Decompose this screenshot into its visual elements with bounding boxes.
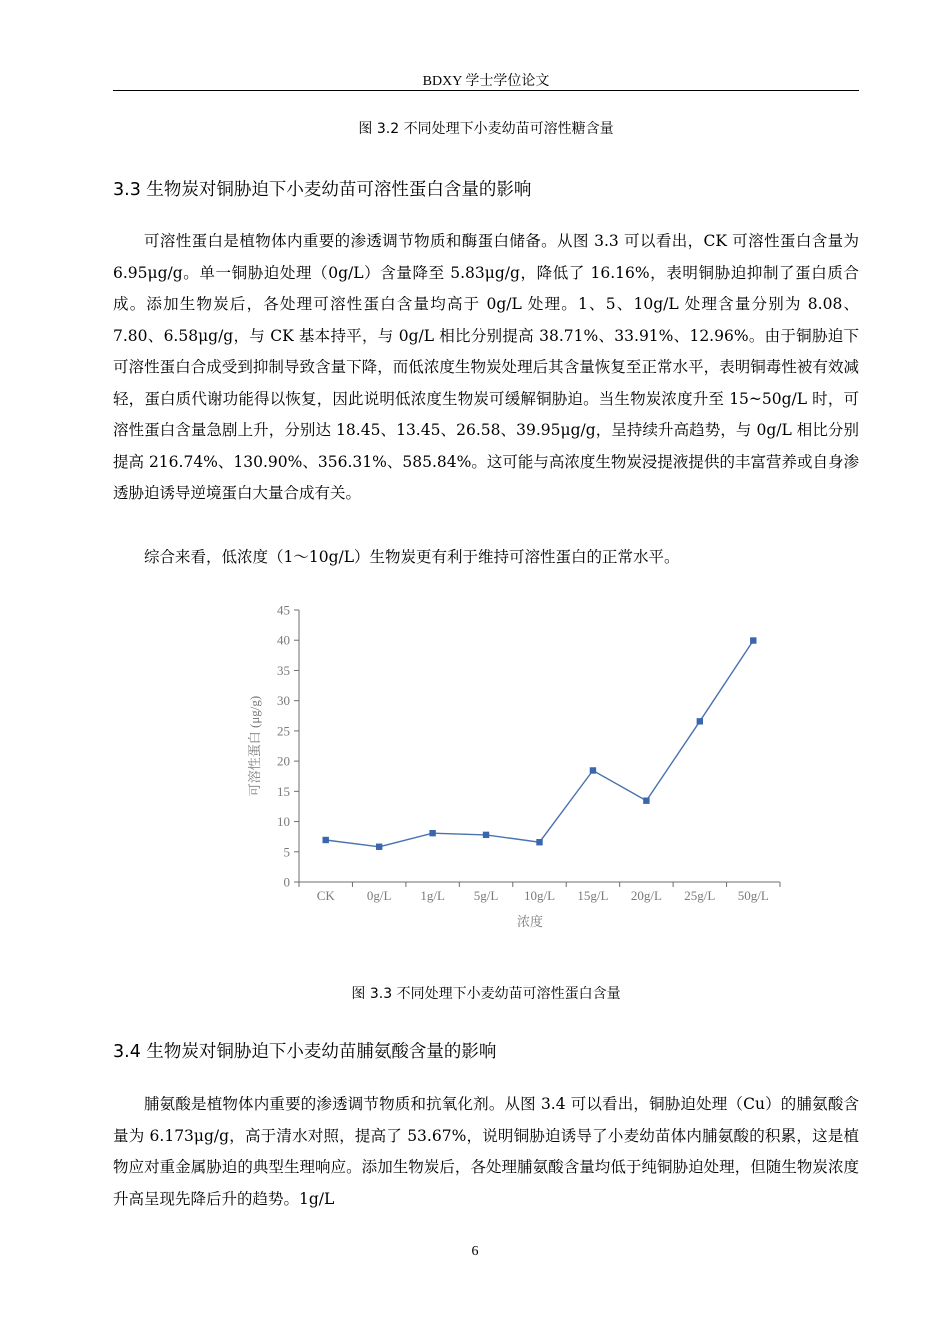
x-tick-label: 1g/L xyxy=(420,888,445,903)
x-tick-label: 20g/L xyxy=(630,888,662,903)
data-point xyxy=(429,830,435,836)
y-tick-label: 20 xyxy=(277,753,290,769)
header-rule xyxy=(113,90,859,91)
data-point xyxy=(697,718,703,724)
y-tick-label: 40 xyxy=(277,632,290,648)
data-point xyxy=(483,832,489,838)
data-point xyxy=(323,837,329,843)
y-tick-label: 10 xyxy=(277,814,290,830)
x-tick-label: CK xyxy=(316,888,335,903)
data-point xyxy=(750,637,756,643)
series-line xyxy=(326,641,754,847)
y-tick-label: 25 xyxy=(277,723,290,739)
x-axis-label: 浓度 xyxy=(516,914,544,929)
page-number: 6 xyxy=(471,1244,479,1259)
data-point xyxy=(376,844,382,850)
section-3-3-paragraph-1: 可溶性蛋白是植物体内重要的渗透调节物质和酶蛋白储备。从图 3.3 可以看出，CK 可溶性蛋白含量为 6.95μg/g。单一铜胁迫处理（0g/L）含量降至 5.83μg/g，降低了 16.16%，表明铜胁迫抑制了蛋白质合成。添加生物炭后，各处理可溶性蛋白含量均高于 0g/L 处理。1、5、10g/L 处理含量分别为 8.08、7.80、6.58μg/g，与 CK 基本持平，与 0g/L 相比分别提高 38.71%、33.91%、12.96%。由于铜胁迫下可溶性蛋白合成受到抑制导致含量下降，而低浓度生物炭处理后其含量恢复至正常水平，表明铜毒性被有效减轻，蛋白质代谢功能得以恢复，因此说明低浓度生物炭可缓解铜胁迫。当生物炭浓度升至 15~50g/L 时，可溶性蛋白含量急剧上升，分别达 18.45、13.45、26.58、39.95μg/g，呈持续升高趋势，与 0g/L 相比分别提高 216.74%、130.90%、356.31%、585.84%。这可能与高浓度生物炭浸提液提供的丰富营养或自身渗透胁迫诱导逆境蛋白大量合成有关。 xyxy=(113,232,859,502)
x-tick-label: 15g/L xyxy=(577,888,609,903)
x-tick-label: 5g/L xyxy=(473,888,499,903)
figure-3-3-caption: 图 3.3 不同处理下小麦幼苗可溶性蛋白含量 xyxy=(351,986,621,1002)
section-3-3-title: 3.3 生物炭对铜胁迫下小麦幼苗可溶性蛋白含量的影响 xyxy=(113,180,532,200)
x-tick-label: 0g/L xyxy=(366,888,392,903)
chart-marks xyxy=(323,637,757,850)
data-point xyxy=(590,767,596,773)
chart-ticks xyxy=(277,603,780,904)
section-3-3-paragraph-2: 综合来看，低浓度（1～10g/L）生物炭更有利于维持可溶性蛋白的正常水平。 xyxy=(144,548,680,566)
section-3-4-paragraph-1: 脯氨酸是植物体内重要的渗透调节物质和抗氧化剂。从图 3.4 可以看出，铜胁迫处理（Cu）的脯氨酸含量为 6.173μg/g，高于清水对照，提高了 53.67%，说明铜胁迫诱导了小麦幼苗体内脯氨酸的积累，这是植物应对重金属胁迫的典型生理响应。添加生物炭后，各处理脯氨酸含量均低于纯铜胁迫处理，但随生物炭浓度升高呈现先降后升的趋势。1g/L xyxy=(113,1095,859,1208)
page-header: BDXY 学士学位论文 xyxy=(422,74,550,89)
y-tick-label: 35 xyxy=(277,662,290,678)
y-axis-label: 可溶性蛋白 (μg/g) xyxy=(247,695,262,797)
section-3-4-title: 3.4 生物炭对铜胁迫下小麦幼苗脯氨酸含量的影响 xyxy=(113,1042,497,1062)
y-tick-label: 5 xyxy=(283,844,290,860)
x-tick-label: 50g/L xyxy=(737,888,769,903)
x-tick-label: 10g/L xyxy=(523,888,556,903)
data-point xyxy=(643,798,649,804)
data-point xyxy=(536,839,542,845)
figure-3-2-caption: 图 3.2 不同处理下小麦幼苗可溶性糖含量 xyxy=(358,121,614,137)
soluble-protein-line-chart xyxy=(240,596,800,941)
x-tick-label: 25g/L xyxy=(684,888,716,903)
y-tick-label: 30 xyxy=(277,693,290,709)
y-tick-label: 15 xyxy=(277,783,290,799)
y-tick-label: 0 xyxy=(283,874,290,890)
y-tick-label: 45 xyxy=(277,602,290,618)
